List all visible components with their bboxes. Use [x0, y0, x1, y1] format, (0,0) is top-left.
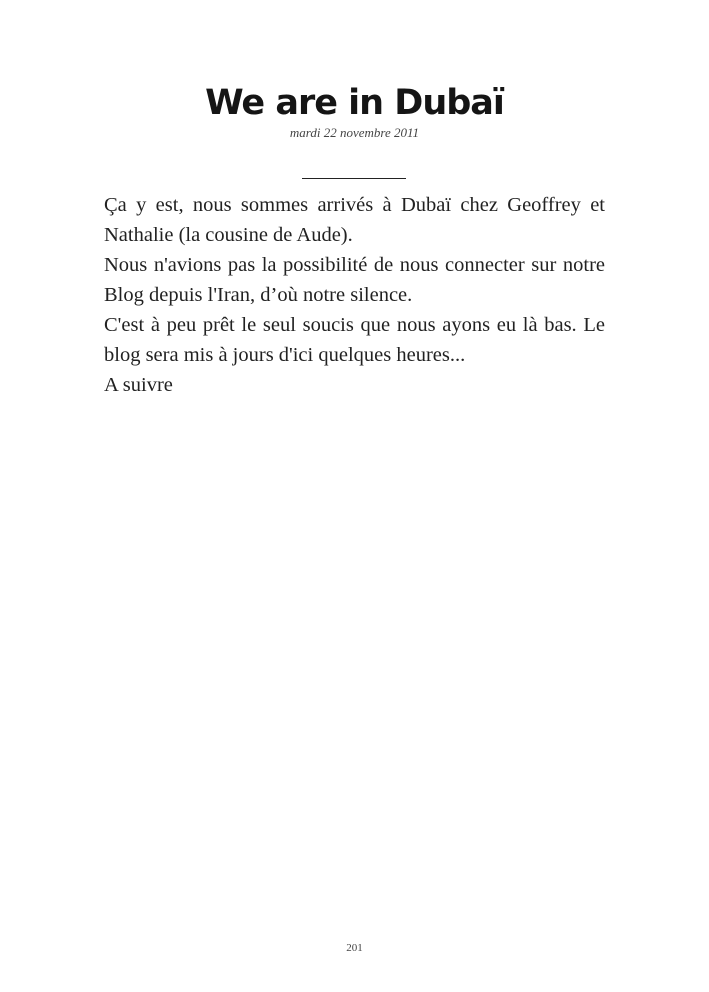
post-paragraph: A suivre	[104, 374, 173, 396]
page-number: 201	[346, 942, 363, 954]
post-paragraph: Ça y est, nous sommes arrivés à Dubaï chez Geoffrey et Nathalie (la cousine de Aude).	[104, 194, 605, 246]
post-paragraph: Nous n'avions pas la possibilité de nous connecter sur notre Blog depuis l'Iran, d’où notre silence.	[104, 254, 605, 306]
post-title: We are in Dubaï	[205, 83, 504, 123]
post-body	[104, 190, 605, 400]
post-paragraph: C'est à peu prêt le seul soucis que nous ayons eu là bas. Le blog sera mis à jours d'ici quelques heures...	[104, 314, 605, 366]
post-date: mardi 22 novembre 2011	[289, 125, 420, 140]
title-divider	[302, 178, 406, 179]
